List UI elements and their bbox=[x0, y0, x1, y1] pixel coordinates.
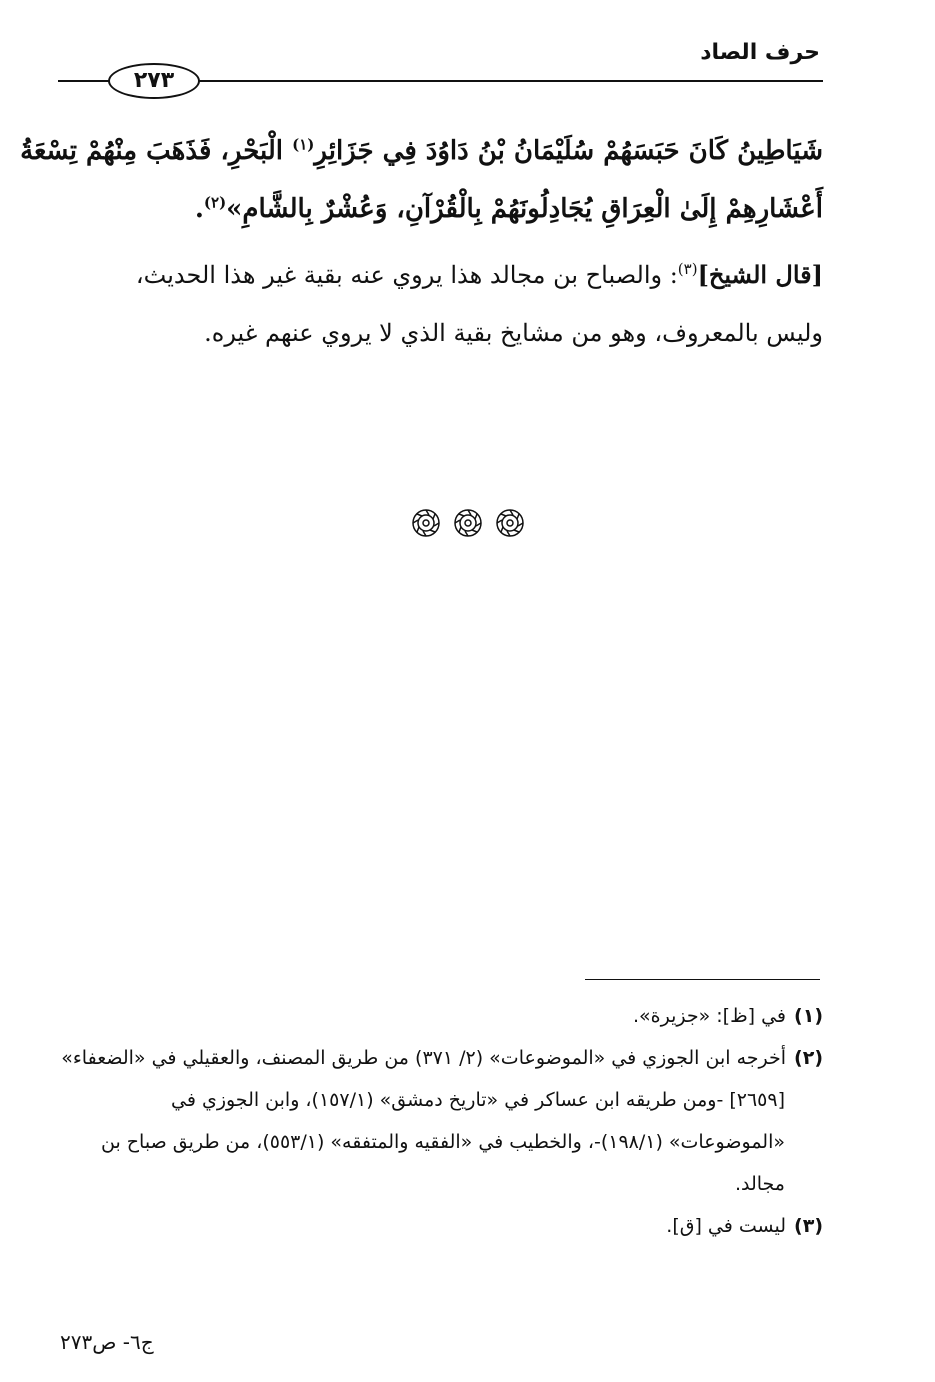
footnotes bbox=[55, 995, 823, 1247]
hadith-text-2: الْبَحْرِ، فَذَهَبَ مِنْهُمْ تِسْعَةُ bbox=[20, 136, 284, 166]
page-number: ٢٧٣ bbox=[133, 68, 175, 93]
footnote-2-line-1 bbox=[55, 1037, 823, 1079]
footnote-3 bbox=[55, 1205, 823, 1247]
hadith-text-end: . bbox=[194, 194, 204, 224]
volume-page-reference: ج٦- ص٢٧٣ bbox=[60, 1330, 154, 1354]
commentary-label: [قال الشيخ] bbox=[697, 260, 823, 289]
footnote-mark-1: (١) bbox=[292, 135, 315, 154]
footnote-text: ليست في [ق]. bbox=[666, 1215, 787, 1237]
hadith-text-3: أَعْشَارِهِمْ إِلَىٰ الْعِرَاقِ يُجَادِلُونَهُمْ بِالْقُرْآنِ، وَعُشْرٌ بِالشَّامِ» bbox=[226, 194, 823, 224]
footnote-rule bbox=[585, 979, 820, 980]
page-number-oval bbox=[108, 63, 200, 99]
footnote-number: (٣) bbox=[794, 1215, 823, 1237]
footnote-text: أخرجه ابن الجوزي في «الموضوعات» (٢/ ٣٧١) من طريق المصنف، والعقيلي في «الضعفاء» bbox=[61, 1047, 787, 1069]
footnote-2-line-2: [٢٦٥٩] -ومن طريقه ابن عساكر في «تاريخ دمشق» (١٥٧/١)، وابن الجوزي في bbox=[170, 1089, 785, 1111]
footnote-2 bbox=[55, 1037, 823, 1205]
commentary-line-1 bbox=[50, 246, 823, 304]
commentary-text-1: : والصباح بن مجالد هذا يروي عنه بقية غير هذا الحديث، bbox=[135, 261, 678, 289]
main-text bbox=[20, 122, 823, 362]
hadith-text-1: شَيَاطِينُ كَانَ حَبَسَهُمْ سُلَيْمَانُ بْنُ دَاوُدَ فِي جَزَائِرِ bbox=[314, 136, 823, 166]
footnote-2-line-4: مجالد. bbox=[734, 1173, 785, 1195]
footnote-1 bbox=[55, 995, 823, 1037]
section-ornament bbox=[0, 505, 935, 545]
footnote-number: (٢) bbox=[794, 1047, 823, 1069]
footnote-text: في [ظ]: «جزيرة». bbox=[632, 1005, 787, 1027]
flower-ornament-icon bbox=[408, 505, 528, 541]
hadith-line-1 bbox=[20, 122, 823, 180]
commentary-text-2: وليس بالمعروف، وهو من مشايخ بقية الذي لا يروي عنهم غيره. bbox=[204, 319, 823, 347]
hadith-line-2 bbox=[50, 180, 823, 238]
footnote-mark-2: (٢) bbox=[203, 193, 227, 212]
running-head: حرف الصاد bbox=[700, 40, 820, 65]
footnote-number: (١) bbox=[794, 1005, 823, 1027]
footnote-2-line-3: «الموضوعات» (١٩٨/١)-، والخطيب في «الفقيه والمتفقه» (٥٥٣/١)، من طريق صباح بن bbox=[100, 1131, 785, 1153]
footnote-mark-3: (٣) bbox=[677, 260, 698, 278]
commentary-line-2 bbox=[50, 304, 823, 362]
